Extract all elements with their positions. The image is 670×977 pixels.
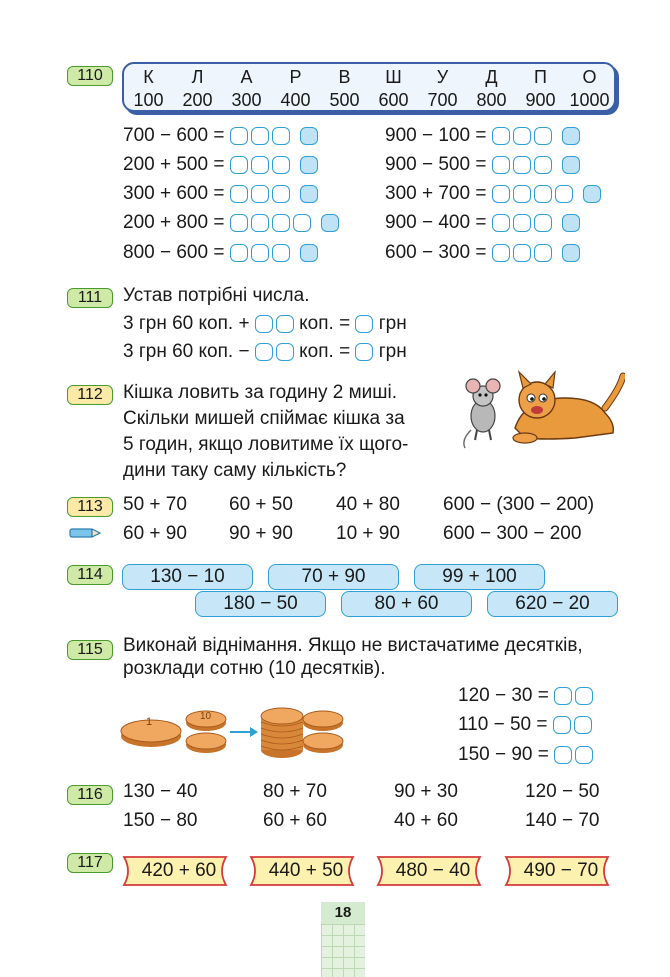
answer-box[interactable]: [272, 185, 290, 203]
cipher-values: [124, 90, 614, 111]
coin-label-big: 1: [146, 716, 153, 728]
ex114-pill[interactable]: 620 − 20: [487, 591, 618, 617]
exercise-112-number: 112: [67, 385, 113, 405]
coin-label-small: 10: [200, 711, 212, 722]
cipher-letters: [124, 67, 614, 88]
answer-box[interactable]: [251, 185, 269, 203]
ex111-instruction: Устав потрібні числа.: [123, 285, 310, 306]
answer-box[interactable]: [255, 315, 273, 333]
ex114-pill[interactable]: 70 + 90: [268, 564, 399, 590]
expression: грн: [378, 313, 407, 334]
answer-box[interactable]: [534, 244, 552, 262]
ex111-line-2: [123, 341, 407, 363]
ex115-row: [458, 714, 592, 736]
answer-box[interactable]: [230, 214, 248, 232]
exercise-117-number: 117: [67, 853, 113, 873]
expression: 3 грн 60 коп. −: [123, 341, 250, 362]
answer-box[interactable]: [492, 127, 510, 145]
answer-box[interactable]: [513, 185, 531, 203]
answer-box[interactable]: [513, 244, 531, 262]
expression: 900 − 400 =: [385, 212, 487, 233]
answer-box[interactable]: [300, 244, 318, 262]
cipher-value: 400: [280, 90, 311, 110]
ex116-expr: 120 − 50: [525, 781, 600, 802]
answer-box[interactable]: [554, 687, 572, 705]
ex116-expr: 90 + 30: [394, 781, 458, 802]
answer-box[interactable]: [251, 127, 269, 145]
expression: 900 − 500 =: [385, 154, 487, 175]
ex117-tag[interactable]: [122, 854, 236, 888]
answer-box[interactable]: [230, 185, 248, 203]
answer-box[interactable]: [583, 185, 601, 203]
ex110-left-row: [123, 242, 318, 264]
answer-box[interactable]: [562, 244, 580, 262]
expression: 120 − 30 =: [458, 685, 549, 706]
answer-boxes[interactable]: [492, 127, 580, 145]
ex112-text-line: Скільки мишей спіймає кішка за: [123, 408, 405, 429]
exercise-113-number: 113: [67, 497, 113, 517]
ex115-row: [458, 744, 593, 766]
ex110-right-row: [385, 212, 580, 234]
cipher-letter: А: [240, 67, 253, 87]
ex115-row: [458, 685, 593, 707]
answer-boxes[interactable]: [255, 343, 294, 361]
answer-box[interactable]: [251, 156, 269, 174]
answer-boxes[interactable]: [230, 244, 318, 262]
cipher-letter: Ш: [385, 67, 402, 87]
tag-label: 490 − 70: [523, 860, 599, 881]
answer-box[interactable]: [276, 315, 294, 333]
cipher-letter: О: [582, 67, 597, 87]
cipher-value: 500: [329, 90, 360, 110]
ex113-expr: 10 + 90: [336, 523, 400, 544]
answer-box[interactable]: [230, 156, 248, 174]
ex114-pill[interactable]: 130 − 10: [122, 564, 253, 590]
ex114-pill[interactable]: 180 − 50: [195, 591, 326, 617]
ex114-pill[interactable]: 80 + 60: [341, 591, 472, 617]
answer-box[interactable]: [534, 185, 552, 203]
ex110-right-row: [385, 242, 580, 264]
ex117-tag[interactable]: [376, 854, 490, 888]
ex113-expr: 600 − 300 − 200: [443, 523, 582, 544]
ex116-expr: 140 − 70: [525, 810, 600, 831]
answer-box[interactable]: [553, 716, 571, 734]
cipher-value: 1000: [569, 90, 610, 110]
cipher-value: 900: [525, 90, 556, 110]
ex110-right-row: [385, 183, 601, 205]
cipher-value: 100: [133, 90, 164, 110]
ex113-expr: 600 − (300 − 200): [443, 494, 595, 515]
answer-box[interactable]: [276, 343, 294, 361]
tag-label: 440 + 50: [268, 860, 344, 881]
ex116-expr: 150 − 80: [123, 810, 198, 831]
answer-box[interactable]: [272, 127, 290, 145]
answer-box[interactable]: [251, 214, 269, 232]
answer-box[interactable]: [355, 343, 373, 361]
answer-boxes[interactable]: [492, 214, 580, 232]
ex110-left-row: [123, 183, 318, 205]
answer-box[interactable]: [300, 127, 318, 145]
cipher-letter: Д: [485, 67, 498, 87]
answer-boxes[interactable]: [492, 244, 580, 262]
expression: 300 + 600 =: [123, 183, 225, 204]
answer-box[interactable]: [272, 244, 290, 262]
ex112-text-line: Кішка ловить за годину 2 миші.: [123, 382, 398, 403]
expression: 110 − 50 =: [458, 714, 548, 735]
ex117-tag[interactable]: [249, 854, 363, 888]
ex115-instruction-line: розклади сотню (10 десятків).: [123, 658, 386, 679]
expression: 150 − 90 =: [458, 744, 549, 765]
expression: 3 грн 60 коп. +: [123, 313, 250, 334]
expression: коп. =: [299, 341, 351, 362]
answer-box[interactable]: [230, 127, 248, 145]
answer-boxes[interactable]: [355, 343, 373, 361]
answer-box[interactable]: [562, 127, 580, 145]
pencil-icon: [68, 526, 102, 540]
ex114-pill[interactable]: 99 + 100: [414, 564, 545, 590]
answer-box[interactable]: [575, 746, 593, 764]
answer-box[interactable]: [562, 214, 580, 232]
cipher-value: 700: [427, 90, 458, 110]
answer-boxes[interactable]: [230, 214, 339, 232]
answer-box[interactable]: [534, 214, 552, 232]
ex116-expr: 40 + 60: [394, 810, 458, 831]
exercise-116-number: 116: [67, 785, 113, 805]
cipher-value: 300: [231, 90, 262, 110]
ex110-left-row: [123, 212, 339, 234]
answer-box[interactable]: [355, 315, 373, 333]
cipher-letter: У: [436, 67, 449, 87]
expression: 700 − 600 =: [123, 125, 225, 146]
expression: коп. =: [299, 313, 351, 334]
answer-box[interactable]: [492, 244, 510, 262]
answer-boxes[interactable]: [554, 687, 593, 705]
answer-box[interactable]: [272, 214, 290, 232]
expression: 600 − 300 =: [385, 242, 487, 263]
answer-boxes[interactable]: [553, 716, 592, 734]
answer-box[interactable]: [555, 185, 573, 203]
exercise-110-number: 110: [67, 66, 113, 86]
answer-box[interactable]: [492, 185, 510, 203]
grid-strip-decoration: [321, 924, 365, 977]
ex116-expr: 130 − 40: [123, 781, 198, 802]
answer-box[interactable]: [492, 214, 510, 232]
ex113-expr: 50 + 70: [123, 494, 187, 515]
answer-box[interactable]: [300, 156, 318, 174]
page-number: 18: [321, 902, 365, 924]
answer-box[interactable]: [230, 244, 248, 262]
ex117-tag[interactable]: [504, 854, 618, 888]
cipher-letter: К: [143, 67, 154, 87]
ex112-text-line: 5 годин, якщо ловитиме їх щого-: [123, 434, 409, 455]
exercise-115-number: 115: [67, 640, 113, 660]
answer-box[interactable]: [293, 214, 311, 232]
answer-box[interactable]: [272, 156, 290, 174]
ex110-left-row: [123, 154, 318, 176]
exercise-111-number: 111: [67, 288, 113, 308]
ex113-expr: 60 + 50: [229, 494, 293, 515]
ex116-expr: 60 + 60: [263, 810, 327, 831]
cipher-letter: В: [338, 67, 351, 87]
cat-mouse-illustration: [455, 368, 625, 450]
answer-box[interactable]: [513, 214, 531, 232]
ex116-expr: 80 + 70: [263, 781, 327, 802]
ex113-expr: 60 + 90: [123, 523, 187, 544]
tag-label: 480 − 40: [395, 860, 471, 881]
answer-box[interactable]: [534, 156, 552, 174]
answer-box[interactable]: [513, 127, 531, 145]
answer-boxes[interactable]: [230, 156, 318, 174]
answer-box[interactable]: [575, 687, 593, 705]
ex115-instruction-line: Виконай віднімання. Якщо не вистачатиме десятків,: [123, 635, 583, 656]
ex113-expr: 90 + 90: [229, 523, 293, 544]
exercise-114-number: 114: [67, 565, 113, 585]
ex111-line-1: [123, 313, 407, 335]
cipher-letter: Л: [191, 67, 204, 87]
ex112-text-line: дини таку саму кількість?: [123, 460, 347, 481]
ex110-right-row: [385, 125, 580, 147]
expression: 900 − 100 =: [385, 125, 487, 146]
answer-boxes[interactable]: [230, 127, 318, 145]
ex110-left-row: [123, 125, 318, 147]
ex110-right-row: [385, 154, 580, 176]
expression: 200 + 800 =: [123, 212, 225, 233]
answer-box[interactable]: [513, 156, 531, 174]
tag-label: 420 + 60: [141, 860, 217, 881]
cipher-value: 800: [476, 90, 507, 110]
expression: 800 − 600 =: [123, 242, 225, 263]
ex113-expr: 40 + 80: [336, 494, 400, 515]
answer-box[interactable]: [554, 746, 572, 764]
answer-boxes[interactable]: [255, 315, 294, 333]
expression: грн: [378, 341, 407, 362]
answer-boxes[interactable]: [554, 746, 593, 764]
answer-box[interactable]: [251, 244, 269, 262]
answer-box[interactable]: [321, 214, 339, 232]
answer-box[interactable]: [562, 156, 580, 174]
expression: 300 + 700 =: [385, 183, 487, 204]
cipher-value: 200: [182, 90, 213, 110]
answer-boxes[interactable]: [492, 185, 601, 203]
expression: 200 + 500 =: [123, 154, 225, 175]
answer-box[interactable]: [255, 343, 273, 361]
answer-box[interactable]: [534, 127, 552, 145]
answer-boxes[interactable]: [230, 185, 318, 203]
cipher-table: [122, 62, 616, 112]
cipher-letter: П: [534, 67, 547, 87]
answer-boxes[interactable]: [355, 315, 373, 333]
answer-box[interactable]: [574, 716, 592, 734]
cipher-value: 600: [378, 90, 409, 110]
cipher-letter: Р: [289, 67, 302, 87]
answer-box[interactable]: [300, 185, 318, 203]
coins-illustration: [120, 706, 350, 762]
answer-box[interactable]: [492, 156, 510, 174]
answer-boxes[interactable]: [492, 156, 580, 174]
